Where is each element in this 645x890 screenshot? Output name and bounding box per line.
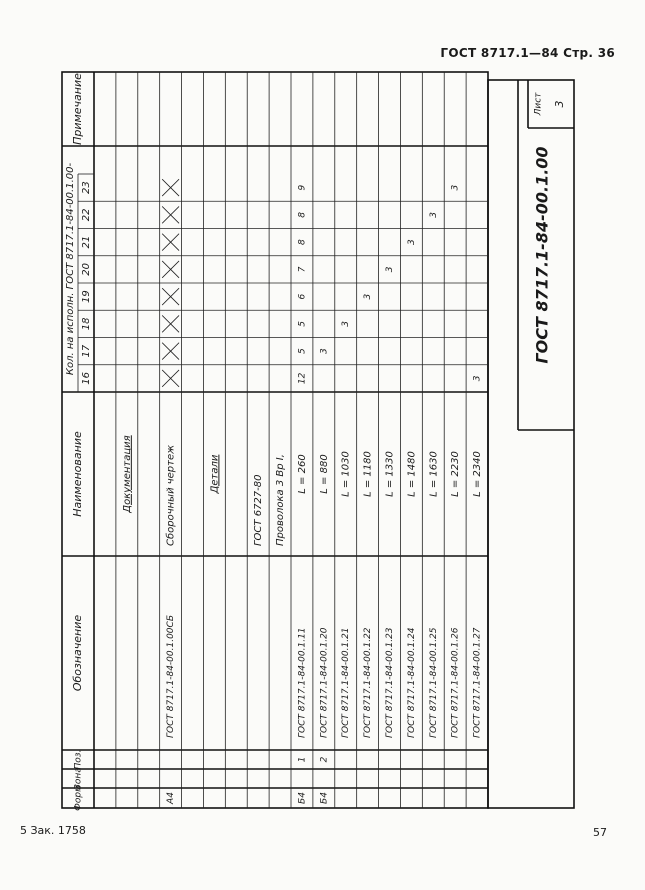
qty-value: 3: [450, 184, 461, 191]
row-designation: ГОСТ 8717.1-84-00.1.22: [363, 627, 374, 738]
qty-value: 6: [297, 293, 308, 300]
qty-cross-mark: [162, 343, 179, 360]
col-header-pos: Поз.: [73, 749, 84, 770]
title-block-frame: [488, 80, 574, 808]
qty-cross-mark: [162, 206, 179, 223]
qty-variant-19: 19: [81, 290, 92, 303]
row-designation: ГОСТ 8717.1-84-00.1.00СБ: [166, 615, 177, 738]
page-header: ГОСТ 8717.1—84 Стр. 36: [440, 46, 615, 60]
row-designation: ГОСТ 8717.1-84-00.1.23: [385, 627, 395, 738]
qty-variant-23: 23: [81, 181, 92, 194]
row-format: Б4: [319, 792, 330, 804]
footer-page-number: 57: [593, 826, 607, 839]
row-designation: ГОСТ 8717.1-84-00.1.24: [406, 627, 417, 738]
col-header-format: Форм: [73, 785, 84, 811]
qty-value: 8: [297, 239, 308, 245]
qty-value: 3: [341, 321, 352, 327]
qty-value: 9: [297, 184, 308, 191]
row-name: L = 2340: [472, 451, 484, 497]
qty-value: 3: [319, 348, 330, 354]
qty-value: 5: [297, 321, 308, 327]
qty-variant-16: 16: [81, 372, 92, 385]
row-name: Сборочный чертеж: [165, 444, 177, 546]
col-header-note: Примечание: [71, 73, 84, 145]
row-designation: ГОСТ 8717.1-84-00.1.26: [450, 627, 461, 738]
row-name: L = 1630: [428, 451, 440, 497]
row-name: Детали: [209, 454, 221, 494]
row-name: L = 260: [296, 454, 308, 494]
row-position: 1: [297, 756, 308, 763]
qty-cross-mark: [162, 288, 179, 305]
qty-value: 3: [406, 239, 417, 245]
row-designation: ГОСТ 8717.1-84-00.1.25: [428, 627, 439, 738]
qty-value: 5: [297, 348, 308, 354]
title-block-sheet-label: Лист: [533, 92, 544, 116]
qty-value: 12: [297, 372, 308, 385]
col-header-qty-group: Кол. на исполн. ГОСТ 8717.1-84-00.1.00-: [65, 162, 76, 376]
row-name: L = 1330: [384, 451, 396, 497]
qty-variant-22: 22: [81, 208, 92, 222]
col-header-zone: Зона: [73, 767, 84, 790]
title-block-sheet-number: 3: [553, 100, 566, 108]
qty-cross-mark: [162, 179, 179, 196]
qty-variant-18: 18: [81, 317, 92, 331]
qty-cross-mark: [162, 370, 179, 387]
col-header-designation: Обозначение: [71, 614, 84, 692]
qty-cross-mark: [162, 234, 179, 251]
row-designation: ГОСТ 8717.1-84-00.1.27: [472, 627, 483, 738]
qty-variant-21: 21: [81, 235, 92, 249]
col-header-name: Наименование: [71, 431, 84, 517]
qty-variant-17: 17: [81, 344, 92, 358]
row-name: L = 880: [318, 454, 330, 494]
title-block-doc-code: ГОСТ 8717.1-84-00.1.00: [532, 146, 552, 364]
qty-value: 3: [385, 266, 395, 273]
row-name: L = 1030: [340, 451, 352, 497]
row-position: 2: [319, 756, 330, 763]
row-designation: ГОСТ 8717.1-84-00.1.21: [341, 627, 352, 738]
row-format: Б4: [297, 792, 308, 804]
row-name: L = 1480: [406, 451, 418, 497]
qty-value: 3: [472, 375, 483, 382]
row-name: L = 2230: [450, 451, 462, 497]
row-name: Проволока 3 Вр I,: [275, 454, 287, 546]
qty-value: 7: [297, 266, 308, 273]
qty-cross-mark: [162, 261, 179, 278]
row-designation: ГОСТ 8717.1-84-00.1.20: [319, 627, 330, 738]
qty-value: 3: [363, 293, 374, 300]
qty-value: 3: [428, 212, 439, 218]
qty-variant-20: 20: [81, 263, 92, 276]
row-name: L = 1180: [362, 451, 374, 497]
qty-cross-mark: [162, 315, 179, 332]
row-format: А4: [166, 792, 177, 804]
row-designation: ГОСТ 8717.1-84-00.1.11: [297, 627, 308, 738]
qty-value: 8: [297, 212, 308, 218]
row-name: Документация: [121, 435, 133, 513]
row-name: ГОСТ 6727-80: [253, 474, 265, 546]
footer-order-number: 5 Зак. 1758: [20, 824, 86, 837]
